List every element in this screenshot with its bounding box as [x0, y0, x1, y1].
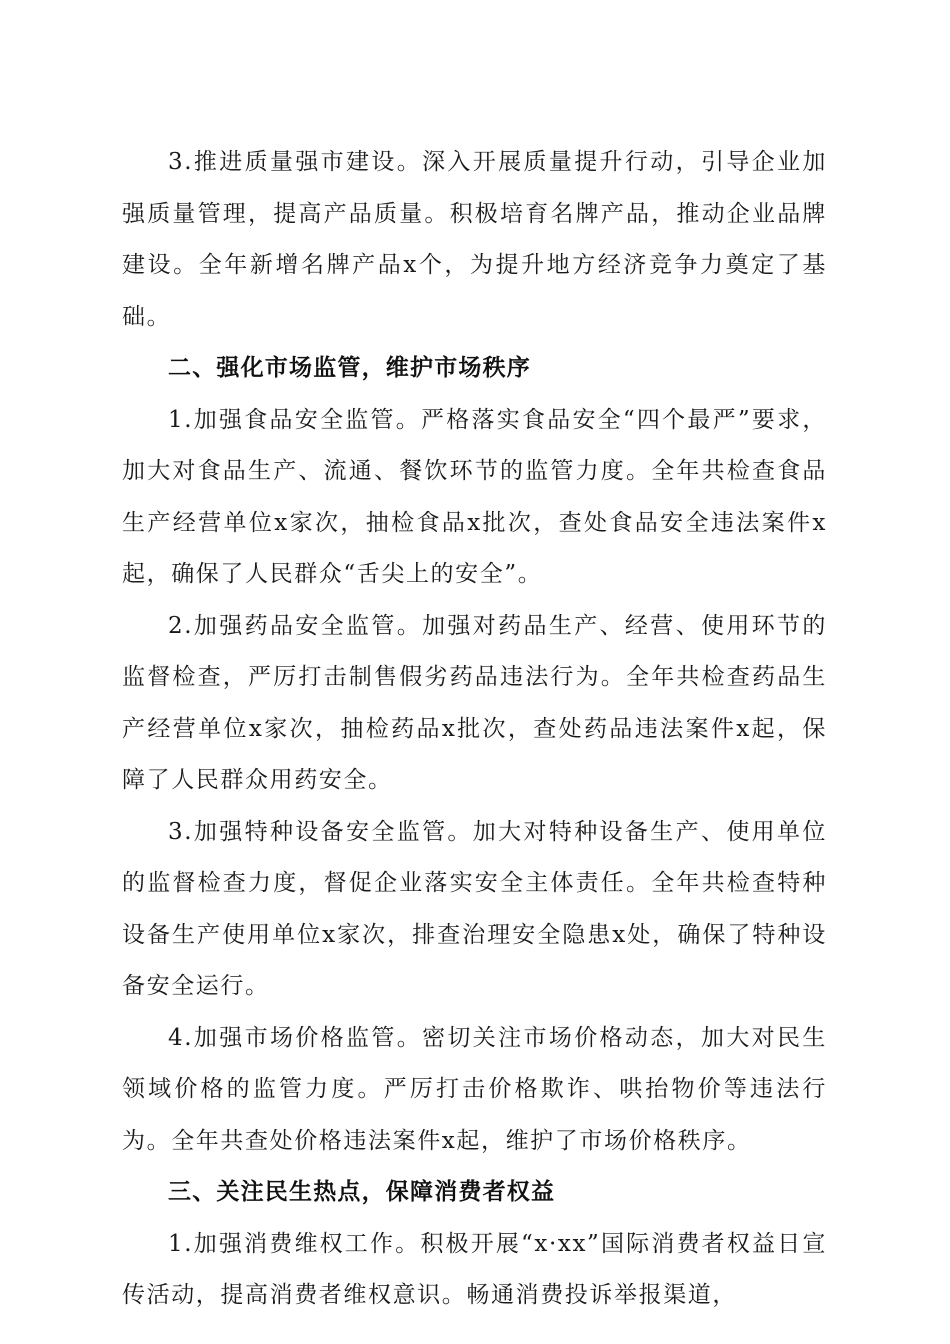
paragraph-food-safety: 1.加强食品安全监管。严格落实食品安全“四个最严”要求，加大对食品生产、流通、餐饮环节的监管力度。全年共检查食品生产经营单位x家次，抽检食品x批次，查处食品安全违法案件x起，确保了人民群众“舌尖上的安全”。: [122, 406, 827, 587]
document-body: [122, 137, 827, 1322]
paragraph-special-equipment: 3.加强特种设备安全监管。加大对特种设备生产、使用单位的监督检查力度，督促企业落实安全主体责任。全年共检查特种设备生产使用单位x家次，排查治理安全隐患x处，确保了特种设备安全运行。: [122, 818, 827, 999]
section-heading-3: 三、关注民生热点，保障消费者权益: [168, 1179, 556, 1205]
paragraph-quality-city: 3.推进质量强市建设。深入开展质量提升行动，引导企业加强质量管理，提高产品质量。积极培育名牌产品，推动企业品牌建设。全年新增名牌产品x个，为提升地方经济竞争力奠定了基础。: [122, 149, 827, 330]
section-heading-2: 二、强化市场监管，维护市场秩序: [168, 355, 531, 381]
paragraph-drug-safety: 2.加强药品安全监管。加强对药品生产、经营、使用环节的监督检查，严厉打击制售假劣药品违法行为。全年共检查药品生产经营单位x家次，抽检药品x批次，查处药品违法案件x起，保障了人民群众用药安全。: [122, 612, 827, 793]
paragraph-price-supervision: 4.加强市场价格监管。密切关注市场价格动态，加大对民生领域价格的监管力度。严厉打击价格欺诈、哄抬物价等违法行为。全年共查处价格违法案件x起，维护了市场价格秩序。: [122, 1024, 827, 1154]
paragraph-consumer-rights: 1.加强消费维权工作。积极开展“x·xx”国际消费者权益日宣传活动，提高消费者维权意识。畅通消费投诉举报渠道，: [122, 1230, 827, 1308]
